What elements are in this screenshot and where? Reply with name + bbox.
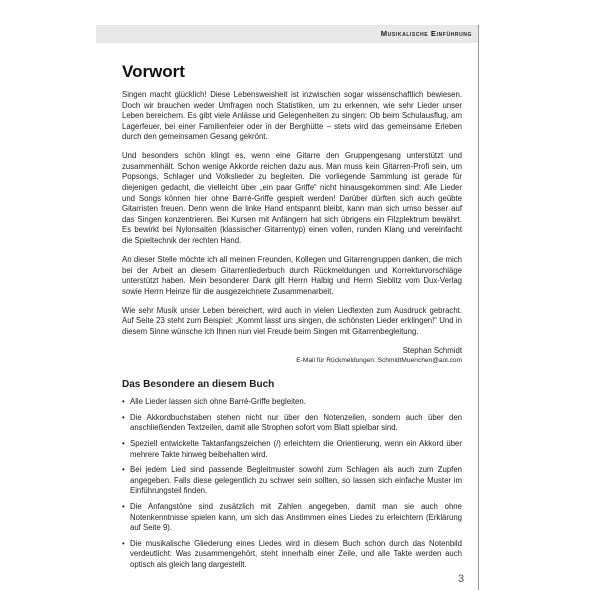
paragraph-4: Wie sehr Musik unser Leben bereichert, wird auch in vielen Liedtexten zum Ausdruck gebracht. Auf Seite 23 steht zum Beispiel: „Kommt lasst uns singen, die schönsten Lieder erklingen!“ Und in diesem Sinne wünsche ich Ihnen nun viel Freude beim Singen mit Gitarrenbegleitung. [122,305,462,336]
list-item-text: Die musikalische Gliederung eines Liedes wird in diesem Buch schon durch das Notenbild verdeutlicht: Was zusammengehört, steht innerhalb einer Zeile, und alle Takte werden auch optisch als gleich lang dargestellt. [130,538,462,569]
bullet-icon: • [122,412,125,422]
paragraph-2: Und besonders schön klingt es, wenn eine Gitarre den Gruppengesang unterstützt und zusammenhält. Schon wenige Akkorde reichen dazu aus. Man muss kein Gitarren-Profi sein, um Popsongs, Schlager und Volkslieder zu begleiten. Die vorliegende Sammlung ist gerade für diejenigen gedacht, die vielleicht über „ein paar Griffe“ nicht hinausgekommen sind: Alle Lieder und Songs können hier ohne Barré-Griffe gespielt werden! Darüber dürften sich auch geübte Gitarristen freuen. Denn wenn die linke Hand entspannt bleibt, kann man sich umso besser auf das Singen konzentrieren. Bei Kursen mit Anfängern hat sich übrigens ein Filzplektrum bewährt. Es bewirkt bei Nylonsaiten (klassischer Gitarrentyp) einen vollen, runden Klang und vereinfacht die Spieltechnik der rechten Hand. [122,151,462,246]
author-signature: Stephan Schmidt [402,345,462,355]
bullet-icon: • [122,538,125,548]
page-number: 3 [458,573,465,585]
list-item-text: Die Anfangstöne sind zusätzlich mit Zahlen angegeben, damit man sie auch ohne Notenkenntnisse spielen kann, um sich das Anstimmen eines Liedes zu erleichtern (Erklärung auf Seite 9). [130,502,462,533]
section-title: Das Besondere an diesem Buch [122,379,275,391]
page-title: Vorwort [122,62,185,81]
list-item [122,439,462,460]
list-item [122,397,462,408]
bullet-icon: • [122,439,125,449]
paragraph-3: An dieser Stelle möchte ich all meinen Freunden, Kollegen und Gitarrengruppen danken, die mich bei der Arbeit an diesem Gitarrenliederbuch durch Rückmeldungen und Korrekturvorschläge unterstützt haben. Mein besonderer Dank gilt Herrn Halbig und Herrn Sieblitz vom Dux-Verlag sowie Herrn Heinze für die ausgezeichnete Zusammenarbeit. [122,254,462,296]
bullet-icon: • [122,397,125,407]
bullet-icon: • [122,465,125,475]
list-item [122,413,462,434]
list-item [122,465,462,497]
paragraph-1: Singen macht glücklich! Diese Lebensweisheit ist inzwischen sogar wissenschaftlich bewiesen. Doch wir brauchen weder Umfragen noch Statistiken, um zu erkennen, wie sehr Lieder unser Leben bereichern. Es gibt viele Anlässe und Gelegenheiten zu singen: Ob beim Schulausflug, am Lagerfeuer, bei einer Familienfeier oder in der Berghütte – stets wird das gemeinsame Erleben durch den gemeinsamen Gesang gekrönt. [122,90,462,142]
list-item-text: Alle Lieder lassen sich ohne Barré-Griffe begleiten. [130,397,306,407]
running-header: Musikalische Einführung [96,25,478,43]
list-item [122,539,462,571]
feature-list [122,397,462,570]
page-content [122,62,462,576]
list-item [122,502,462,534]
list-item-text: Bei jedem Lied sind passende Begleitmuster sowohl zum Schlagen als auch zum Zupfen angegeben. Falls diese gelegentlich zu schwer sein sollten, so lassen sich einfache Muster im Einführungsteil finden. [130,465,462,496]
list-item-text: Speziell entwickelte Taktanfangszeichen (/) erleichtern die Orientierung, wenn ein Akkord über mehrere Takte hinweg beibehalten wird. [130,439,462,459]
list-item-text: Die Akkordbuchstaben stehen nicht nur über den Notenzeilen, sondern auch über den anschließenden Textzeilen, damit alle Strophen sofort vom Blatt spielbar sind. [130,412,462,433]
margin-rule [478,25,479,590]
feedback-email: E-Mail für Rückmeldungen: SchmidtMuenchen@aol.com [296,357,462,365]
bullet-icon: • [122,502,125,511]
